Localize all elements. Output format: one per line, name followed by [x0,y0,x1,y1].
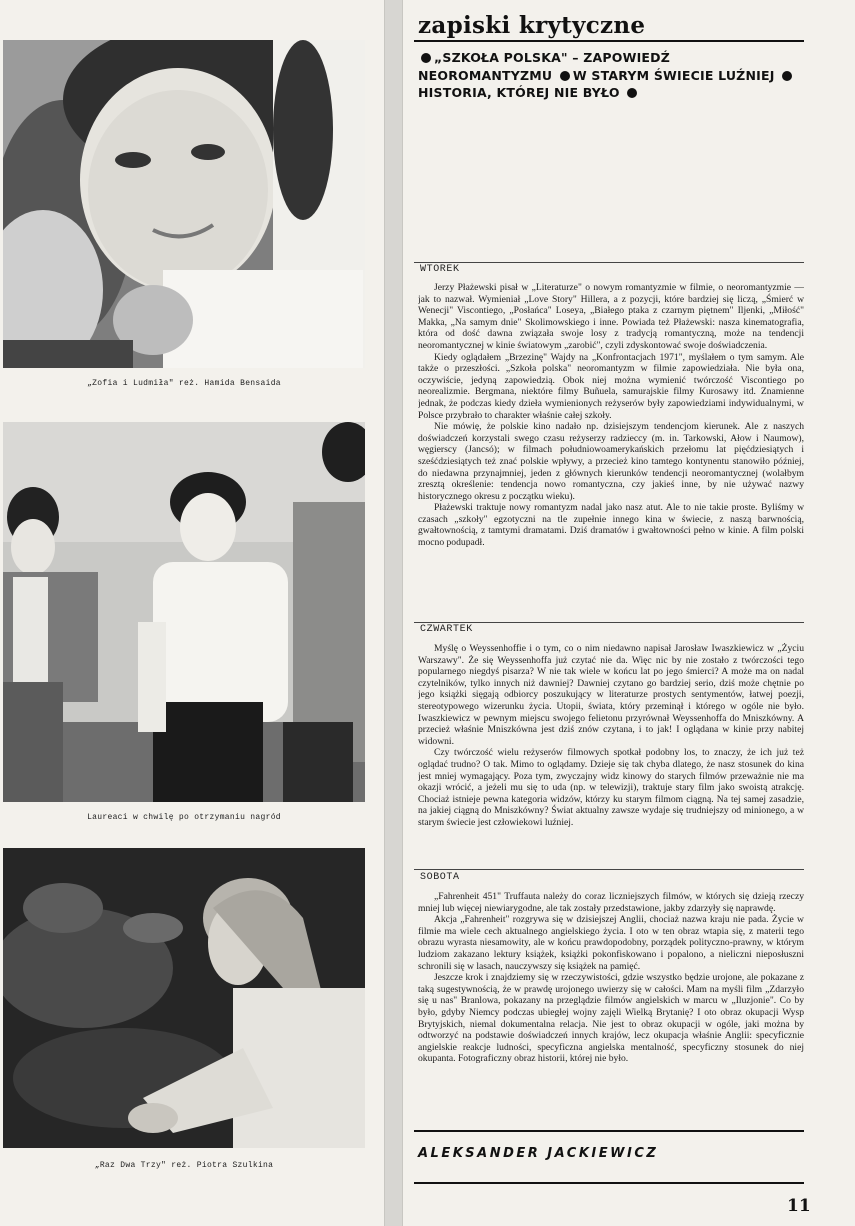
section-rule [414,262,804,263]
section-rule [414,869,804,870]
bullet-icon [782,71,792,81]
paragraph: Akcja „Fahrenheit" rozgrywa się w dzisiejszej Anglii, chociaż nazwa kraju nie pada. Życie w filmie ma wiele cech aktualnego angielskiego życia. I oto w ten obraz wtapia się, z materii tego obrazu wyrasta niesamowity, ale w końcu prawdopodobny, porządek polityczno-prawny, w którym ludziom zakazano lektury książek, książki pokonfiskowano i popalono, a nieliczni nieposłuszni schronili się w lasach, nauczywszy się książek na pamięć. [418,914,804,972]
photo-caption: Laureaci w chwilę po otrzymaniu nagród [87,813,281,822]
topics-subhead [418,49,808,102]
paragraph: Myślę o Weyssenhoffie i o tym, co o nim niedawno napisał Jarosław Iwaszkiewicz w „Życiu Warszawy". Że się Weyssenhoffa już czytać nie da. Więc nic by nie zostało z twórczości tego popularnego niegdyś pisarza? W nie tak wiele w końcu lat po jego śmierci? A może ma on nadal czytelników, tylko innych niż dawniej? Dawniej czytano go bardziej serio, dziś może chętnie po jego książki sięgają odbiorcy poszukujący w literaturze prostych sentymentów, łatwej poezji, stereotypowego wizerunku życia. Utopii, świata, który przeminął i którego w ogóle nie było. Iwaszkiewicz w pewnym miejscu swojego felietonu przyrównał Weyssenhoffa do Mniszkówny. A przecież właśnie Mniszkówna jest dziś znów czytana, i to jak! I oglądana w kinie przy nabitej widowni. [418,643,804,747]
author-signature: ALEKSANDER JACKIEWICZ [418,1146,659,1161]
photo-laureaci [3,422,365,802]
gutter-strip [384,0,403,1226]
paragraph: Kiedy oglądałem „Brzezinę" Wajdy na „Konfrontacjach 1971", myślałem o tym samym. Ale także o przeszłości. „Szkoła polska" neoromantyzm w filmie zapowiedziała. Nie była ona, oczywiście, jedyną zapowiedzią. Obok niej można wymienić twórczość Viscontiego po neorealizmie. Bergmana, niektóre filmy Buñuela, samurajskie filmy Kurosawy itd. Znamienne jednak, że podczas kiedy dzieła wymienionych reżyserów były zapowiedziami indywidualnymi, w Polsce przybrało to charakter właśnie całej szkoły. [418,351,804,421]
body-sobota [418,891,804,1123]
topic-3: HISTORIA, KTÓREJ NIE BYŁO [418,85,620,100]
photo-column [0,0,382,1226]
section-rule [414,622,804,623]
heading-wtorek: WTOREK [420,264,460,275]
body-czwartek [418,643,804,865]
title-rule [414,40,804,42]
photo-caption: „Raz Dwa Trzy" reż. Piotra Szulkina [94,1161,274,1170]
photo-raz-dwa-trzy [3,848,365,1148]
topic-1: „SZKOŁA POLSKA" – ZAPOWIEDŹ NEOROMANTYZMU [418,50,671,83]
paragraph: „Fahrenheit 451" Truffauta należy do coraz liczniejszych filmów, w których się dzieją rzeczy mniej lub więcej niewiarygodne, ale tak zostały przedstawione, jakby zdarzyły się naprawdę. [418,891,804,914]
photo-caption: „Zofia i Ludmiła" reż. Hamida Bensaida [87,379,281,388]
heading-czwartek: CZWARTEK [420,624,473,635]
paragraph: Płażewski traktuje nowy romantyzm nadal jako nasz atut. Ale to nie takie proste. Byliśmy w czasach „szkoły" egzotyczni na tle zupełnie innego kina w świecie, z naszą barwnością, gwałtownością, z tamtymi dramatami. Dziś dramatów i gwałtowności pełno w kinie. A film polski mocno podupadł. [418,502,804,549]
bullet-icon [421,53,431,63]
paragraph: Jerzy Płażewski pisał w „Literaturze" o nowym romantyzmie w filmie, o neoromantyzmie — jak to nazwał. Wymieniał „Love Story" Hillera, a z pozycji, które bardziej się liczą, „Śmierć w Wenecji" Viscontiego, „Posłańca" Loseya, „Białego ptaka z czarnym piętnem" Iljenki, „Miłość" Makka, „Na samym dnie" Skolimowskiego i inne. Powiada też Płażewski: nasza kinematografia, która od dość dawna związała swoje losy z tradycją romantyczną, może na tendencji neoromantycznej w kinie światowym „zarobić", czyli zdyskontować swoje doświadczenia. [418,282,804,351]
section-title: zapiski krytyczne [418,12,646,39]
signature-rule-top [414,1130,804,1132]
topic-2: W STARYM ŚWIECIE LUŹNIEJ [572,67,775,83]
page-number: 11 [787,1196,811,1216]
bullet-icon [560,71,570,81]
paragraph: Jeszcze krok i znajdziemy się w rzeczywistości, gdzie wszystko będzie urojone, ale pokazane z taką sugestywnością, że w prawdę urojonego uwierzy się w całości. Mam na myśli film „Zdarzyło się u nas" Branlowa, pokazany na przeglądzie filmów angielskich w marcu w „Iluzjonie". Co by było, gdyby Niemcy podczas ubiegłej wojny zajęli Wielką Brytanię? I oto obraz okupacji Wysp Brytyjskich, niemal dokumentalna relacja. Nie jest to obraz okupacji w ogóle, jaki można by odtworzyć na podstawie doświadczeń innych krajów, lecz okupacja właśnie Anglii: specyficznie angielskie reakcje ludności, specyficzna angielska mentalność, specyficzny stosunek do niej okupanta. Fotograficzny obraz historii, której nie było. [418,972,804,1065]
signature-rule-bottom [414,1182,804,1184]
heading-sobota: SOBOTA [420,872,460,883]
paragraph: Czy twórczość wielu reżyserów filmowych spotkał podobny los, to znaczy, że ich już też oglądać trudno? O tak. Mimo to oglądamy. Dzieje się tak chyba dlatego, że nasz stosunek do kina jest mniej wymagający. Poza tym, zwyczajny widz kinowy do starych filmów przeważnie nie ma okazji wrócić, a jeżeli mu się to uda (np. w telewizji), traktuje stary film jako swoistą atrakcję. Chociaż istnieje pewna kategoria widzów, którzy ku starym filmom ciągną. Na tej samej zasadzie, na jakiej ciągną do Mniszkówny? Świat aktualny zawsze wydaje się trudniejszy od minionego, a w starym świecie jest człowiekowi luźniej. [418,747,804,828]
photo-zofia-i-ludmila [3,40,365,368]
bullet-icon [627,88,637,98]
body-wtorek [418,282,804,618]
paragraph: Nie mówię, że polskie kino nadało np. dzisiejszym tendencjom kierunek. Ale z naszych doświadczeń korzystali swego czasu reżyserzy radzieccy (m. in. Tarkowski, Ałow i Naumow), węgierscy (Jancsó); w filmach południowoamerykańskich przełomu lat pięćdziesiątych i sześćdziesiątych też znać polskie wpływy, a przecież kino tamtego kontynentu stanowiło później, do niedawna przynajmniej, jeden z głównych kierunków tendencji neoromantycznej (wolałbym zresztą określenie: tendencja nowo romantyczna, czy jakieś inne, by nie używać nazwy historycznego okresu z początku wieku). [418,421,804,502]
